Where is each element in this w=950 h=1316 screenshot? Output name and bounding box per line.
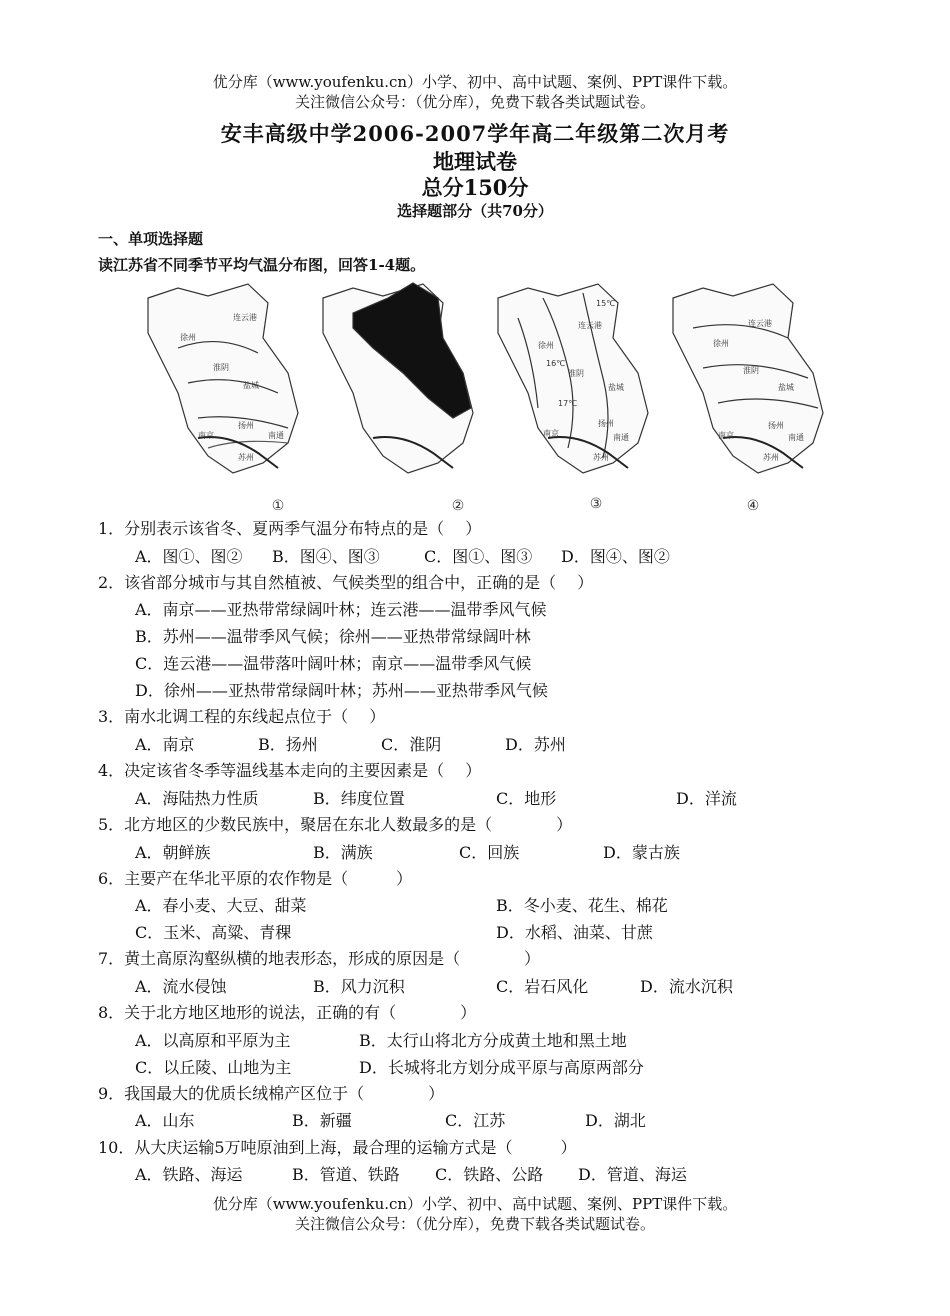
isotherm-label: 16℃ bbox=[546, 359, 566, 368]
map-2 bbox=[323, 283, 473, 473]
option: C．玉米、高粱、青稞 bbox=[135, 923, 292, 942]
option: B．图④、图③ bbox=[272, 547, 380, 566]
option: B．新疆 bbox=[292, 1111, 352, 1130]
option: C．铁路、公路 bbox=[435, 1165, 544, 1184]
isotherm-label: 15℃ bbox=[596, 299, 616, 308]
option: A．南京——亚热带常绿阔叶林；连云港——温带季风气候 bbox=[135, 600, 547, 619]
city-label: 扬州 bbox=[598, 419, 614, 428]
option: A．山东 bbox=[135, 1111, 195, 1130]
isotherm-label: 17℃ bbox=[558, 399, 578, 408]
option: D．长城将北方划分成平原与高原两部分 bbox=[359, 1058, 644, 1077]
option: A．朝鲜族 bbox=[135, 843, 211, 862]
option: C．淮阴 bbox=[381, 735, 442, 754]
city-label: 南京 bbox=[718, 431, 734, 440]
question-stem: 6．主要产在华北平原的农作物是（ ） bbox=[98, 869, 413, 888]
jiangsu-temperature-maps bbox=[138, 278, 838, 516]
question-stem: 5．北方地区的少数民族中，聚居在东北人数最多的是（ ） bbox=[98, 815, 573, 834]
option: A．以高原和平原为主 bbox=[135, 1031, 291, 1050]
option: D．蒙古族 bbox=[603, 843, 680, 862]
option: D．洋流 bbox=[676, 789, 737, 808]
option: A．海陆热力性质 bbox=[135, 789, 259, 808]
section-instruction: 读江苏省不同季节平均气温分布图，回答1-4题。 bbox=[98, 256, 426, 274]
city-label: 扬州 bbox=[238, 421, 254, 430]
map-number: ④ bbox=[746, 498, 760, 514]
option: C．江苏 bbox=[445, 1111, 506, 1130]
map-1 bbox=[148, 284, 298, 473]
option: B．冬小麦、花生、棉花 bbox=[496, 896, 668, 915]
option: D．水稻、油菜、甘蔗 bbox=[496, 923, 653, 942]
city-label: 淮阴 bbox=[568, 369, 584, 378]
city-label: 淮阴 bbox=[213, 363, 229, 372]
city-label: 盐城 bbox=[778, 383, 794, 392]
question-stem: 9．我国最大的优质长绒棉产区位于（ ） bbox=[98, 1084, 445, 1103]
question-stem: 1．分别表示该省冬、夏两季气温分布特点的是（ ） bbox=[98, 519, 482, 538]
header-line-1: 优分库（www.youfenku.cn）小学、初中、高中试题、案例、PPT课件下载。 bbox=[212, 73, 738, 91]
footer-line-1: 优分库（www.youfenku.cn）小学、初中、高中试题、案例、PPT课件下载。 bbox=[212, 1195, 738, 1213]
map-number: ③ bbox=[589, 496, 603, 512]
exam-title: 安丰高级中学2006-2007学年高二年级第二次月考 bbox=[220, 121, 730, 146]
city-label: 徐州 bbox=[713, 339, 729, 348]
city-label: 苏州 bbox=[593, 453, 609, 462]
option: C．图①、图③ bbox=[424, 547, 533, 566]
option: B．满族 bbox=[313, 843, 373, 862]
city-label: 连云港 bbox=[233, 313, 257, 322]
section-heading: 一、单项选择题 bbox=[98, 230, 204, 248]
city-label: 南通 bbox=[613, 433, 629, 442]
city-label: 淮阴 bbox=[743, 366, 759, 375]
map-number: ① bbox=[271, 498, 285, 514]
map-number: ② bbox=[451, 498, 465, 514]
city-label: 南京 bbox=[543, 429, 559, 438]
question-stem: 2．该省部分城市与其自然植被、气候类型的组合中，正确的是（ ） bbox=[98, 573, 594, 592]
header-line-2: 关注微信公众号：（优分库），免费下载各类试题试卷。 bbox=[294, 93, 655, 111]
option: B．苏州——温带季风气候；徐州——亚热带常绿阔叶林 bbox=[135, 627, 531, 646]
option: A．图①、图② bbox=[135, 547, 243, 566]
question-stem: 7．黄土高原沟壑纵横的地表形态，形成的原因是（ ） bbox=[98, 949, 541, 968]
option: D．湖北 bbox=[585, 1111, 646, 1130]
city-label: 南通 bbox=[268, 431, 284, 440]
exam-total-score: 总分150分 bbox=[421, 175, 529, 200]
option: B．太行山将北方分成黄土地和黑土地 bbox=[359, 1031, 627, 1050]
option: D．流水沉积 bbox=[640, 977, 733, 996]
city-label: 苏州 bbox=[763, 453, 779, 462]
option: C．岩石风化 bbox=[496, 977, 589, 996]
question-stem: 8．关于北方地区地形的说法，正确的有（ ） bbox=[98, 1003, 477, 1022]
question-stem: 4．决定该省冬季等温线基本走向的主要因素是（ ） bbox=[98, 761, 482, 780]
option: A．流水侵蚀 bbox=[135, 977, 227, 996]
city-label: 盐城 bbox=[243, 381, 259, 390]
option: C．回族 bbox=[459, 843, 520, 862]
city-label: 南通 bbox=[788, 433, 804, 442]
city-label: 苏州 bbox=[238, 453, 254, 462]
map-4 bbox=[673, 284, 823, 473]
option: A．南京 bbox=[135, 735, 195, 754]
option: B．风力沉积 bbox=[313, 977, 405, 996]
option: B．扬州 bbox=[258, 735, 318, 754]
option: D．苏州 bbox=[505, 735, 566, 754]
option: D．徐州——亚热带常绿阔叶林；苏州——亚热带季风气候 bbox=[135, 681, 548, 700]
option: C．连云港——温带落叶阔叶林；南京——温带季风气候 bbox=[135, 654, 532, 673]
map-3 bbox=[498, 284, 648, 473]
footer-line-2: 关注微信公众号：（优分库），免费下载各类试题试卷。 bbox=[294, 1215, 655, 1233]
city-label: 盐城 bbox=[608, 383, 624, 392]
question-stem: 3．南水北调工程的东线起点位于（ ） bbox=[98, 707, 386, 726]
option: C．以丘陵、山地为主 bbox=[135, 1058, 292, 1077]
city-label: 连云港 bbox=[748, 319, 772, 328]
city-label: 徐州 bbox=[538, 341, 554, 350]
city-label: 连云港 bbox=[578, 321, 602, 330]
city-label: 徐州 bbox=[180, 333, 196, 342]
option: B．纬度位置 bbox=[313, 789, 405, 808]
option: A．铁路、海运 bbox=[135, 1165, 243, 1184]
option: D．管道、海运 bbox=[578, 1165, 687, 1184]
question-stem: 10．从大庆运输5万吨原油到上海，最合理的运输方式是（ ） bbox=[98, 1138, 577, 1157]
option: C．地形 bbox=[496, 789, 557, 808]
option: A．春小麦、大豆、甜菜 bbox=[135, 896, 307, 915]
option: D．图④、图② bbox=[561, 547, 670, 566]
option: B．管道、铁路 bbox=[292, 1165, 400, 1184]
city-label: 南京 bbox=[198, 431, 214, 440]
part-heading: 选择题部分（共70分） bbox=[397, 202, 553, 220]
exam-subject: 地理试卷 bbox=[433, 149, 517, 174]
city-label: 扬州 bbox=[768, 421, 784, 430]
